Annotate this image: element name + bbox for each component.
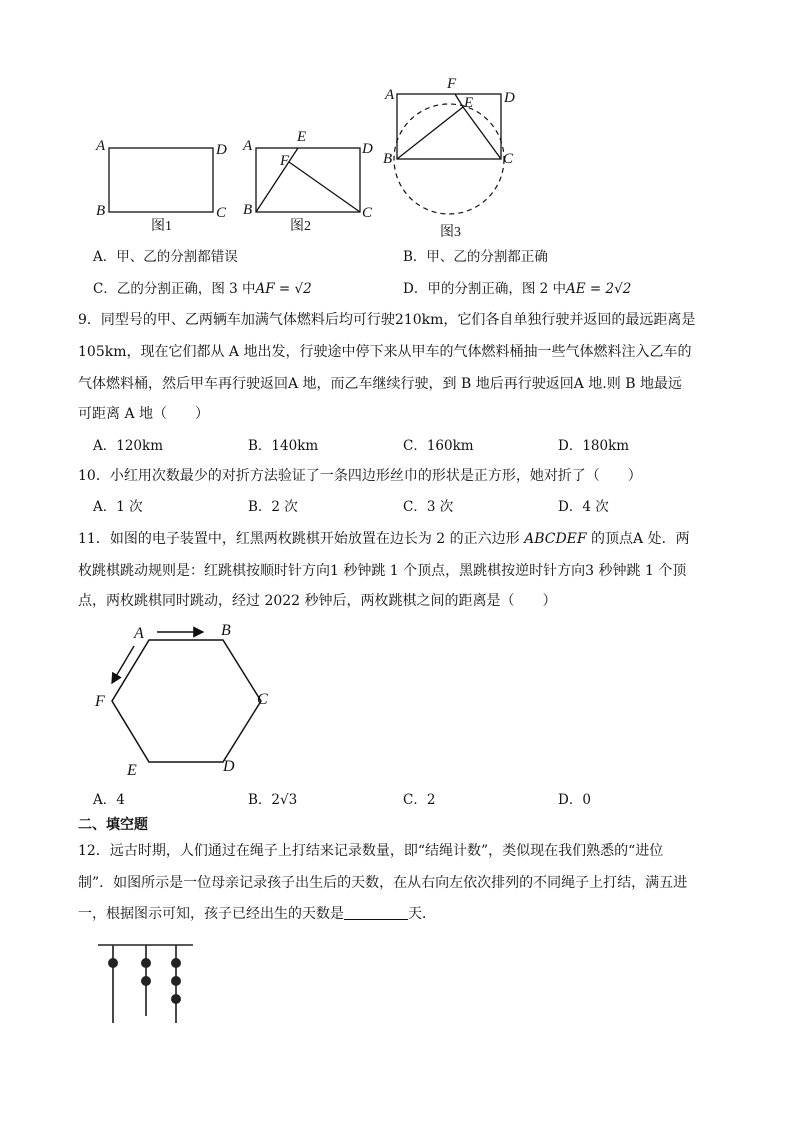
fig2-label-F: F: [280, 153, 290, 169]
fig3-caption: 图3: [440, 225, 461, 240]
q11-polygon-name: ABCDEF: [524, 531, 587, 547]
q8-option-c-math: AF = √2: [255, 281, 312, 297]
hex-label-A: A: [134, 625, 144, 642]
hex-label-B: B: [221, 622, 231, 639]
fig1-caption: 图1: [151, 219, 172, 234]
q8-option-d-text: D．甲的分割正确，图 2 中: [403, 281, 566, 297]
q12-line-1: 12．远古时期，人们通过在绳子上打结来记录数量，即“结绳计数”，类似现在我们熟悉的“进位: [78, 843, 664, 859]
fig3-segment-BE: [397, 107, 463, 159]
fig2-label-C: C: [362, 205, 373, 221]
section-2-heading: 二、填空题: [78, 817, 148, 833]
q10-option-c: C．3 次: [403, 499, 454, 515]
q11-option-a: A．4: [93, 792, 125, 808]
fig2-label-A: A: [243, 138, 253, 154]
q8-option-c-text: C．乙的分割正确，图 3 中: [93, 281, 256, 297]
fig1-label-B: B: [96, 203, 106, 219]
q9-line-2: 105km，现在它们都从 A 地出发，行驶途中停下来从甲车的气体燃料桶抽一些气体燃料注入乙车的: [78, 344, 692, 360]
knot-rope-figure: [94, 938, 200, 1028]
fig1-label-A: A: [96, 138, 106, 154]
q9-option-d: D．180km: [558, 438, 630, 454]
q9-line-3: 气体燃料桶，然后甲车再行驶返回A 地，而乙车继续行驶，到 B 地后再行驶返回A 地.则 B 地最远: [78, 376, 682, 392]
q11-line-2: 枚跳棋跳动规则是：红跳棋按顺时针方向1 秒钟跳 1 个顶点，黑跳棋按逆时针方向3 秒钟跳 1 个顶: [78, 563, 687, 579]
q8-option-b: B．甲、乙的分割都正确: [403, 249, 548, 265]
knot: [171, 976, 181, 986]
q11-option-d: D．0: [558, 792, 591, 808]
q8-option-c: [93, 279, 312, 299]
q9-line-1: 9．同型号的甲、乙两辆车加满气体燃料后均可行驶210km，它们各自单独行驶并返回的最远距离是: [78, 312, 696, 328]
fig3-segment-EC: [463, 107, 501, 159]
fig3-segment-FE: [455, 94, 463, 107]
fig2-label-E: E: [297, 129, 307, 145]
hex-label-F: F: [95, 693, 105, 710]
fig2-label-D: D: [362, 141, 373, 157]
q11-option-b: B．2√3: [248, 792, 298, 808]
q12-line-2: 制”．如图所示是一位母亲记录孩子出生后的天数，在从右向左依次排列的不同绳子上打结，满五进: [78, 875, 688, 891]
knot: [141, 976, 151, 986]
fig2-caption: 图2: [290, 219, 311, 234]
q11-line-1-text-b: 的顶点A 处．两: [586, 531, 690, 547]
fig2-segment-FC: [289, 162, 360, 212]
fig1-label-C: C: [216, 205, 227, 221]
q11-option-c: C．2: [403, 792, 436, 808]
fig2-segment-BE: [256, 148, 298, 212]
answer-blank[interactable]: [344, 905, 408, 920]
knot: [108, 958, 118, 968]
q11-line-3: 点，两枚跳棋同时跳动，经过 2022 秒钟后，两枚跳棋之间的距离是（ ）: [78, 593, 557, 609]
q12-line-3-text-a: 一，根据图示可知，孩子已经出生的天数是: [78, 906, 344, 922]
knot: [141, 958, 151, 968]
q12-line-3-text-b: 天．: [408, 906, 436, 922]
q10-option-a: A．1 次: [93, 499, 143, 515]
q8-option-a: A．甲、乙的分割都错误: [93, 249, 238, 265]
fig3-label-F: F: [447, 76, 457, 92]
q9-option-b: B．140km: [248, 438, 319, 454]
q11-line-1: [78, 529, 690, 549]
fig3-label-C: C: [503, 151, 514, 167]
fig3-label-E: E: [464, 95, 474, 111]
fig2-rectangle: [256, 148, 360, 212]
hex-label-E: E: [127, 762, 137, 779]
q8-option-d-math: AE = 2√2: [566, 281, 632, 297]
hex-label-C: C: [257, 691, 268, 708]
q9-option-c: C．160km: [403, 438, 474, 454]
fig3-label-A: A: [385, 87, 395, 103]
hexagon-shape: [112, 640, 261, 762]
fig1-label-D: D: [216, 142, 227, 158]
fig1-rectangle: [109, 148, 213, 212]
q8-option-d: [403, 279, 631, 299]
fig3-label-D: D: [504, 90, 515, 106]
q10-option-d: D．4 次: [558, 499, 609, 515]
q9-line-4: 可距离 A 地（ ）: [78, 406, 210, 422]
q10-line: 10．小红用次数最少的对折方法验证了一条四边形丝巾的形状是正方形，她对折了（ ）: [78, 468, 642, 484]
knot: [171, 994, 181, 1004]
q9-option-a: A．120km: [93, 438, 163, 454]
q11-line-1-text-a: 11．如图的电子装置中，红黑两枚跳棋开始放置在边长为 2 的正六边形: [78, 531, 525, 547]
fig3-label-B: B: [383, 151, 393, 167]
hex-label-D: D: [223, 758, 235, 775]
q10-option-b: B．2 次: [248, 499, 298, 515]
fig2-label-B: B: [243, 202, 253, 218]
fig3-rectangle: [397, 94, 501, 159]
q12-line-3: [78, 904, 436, 924]
knot: [171, 958, 181, 968]
counterclockwise-arrow: [112, 646, 134, 683]
